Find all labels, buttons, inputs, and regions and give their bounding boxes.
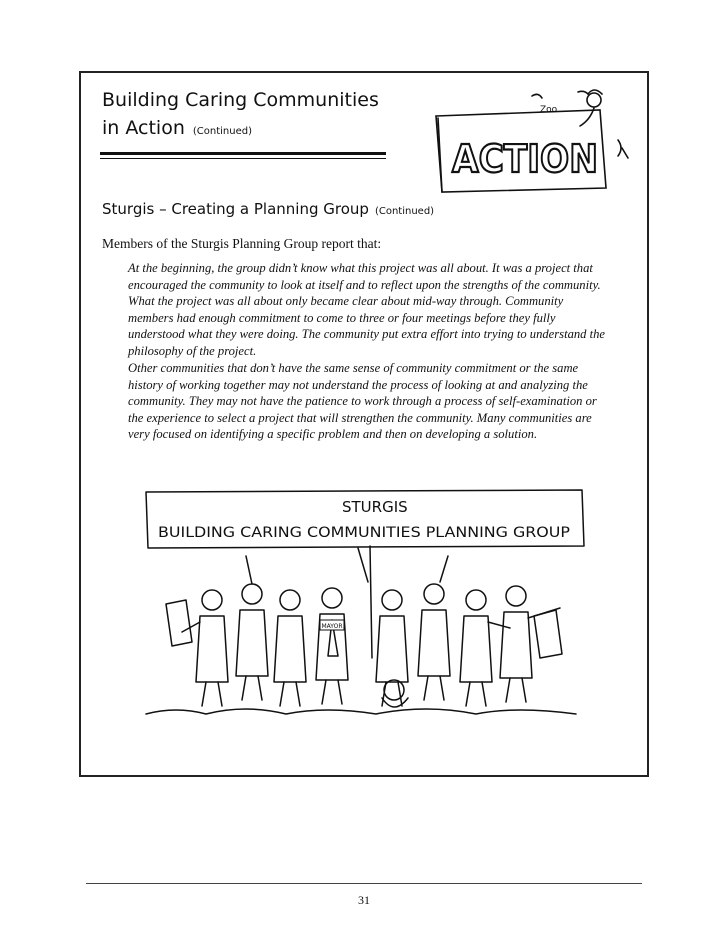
mayor-sign: MAYOR xyxy=(321,623,343,630)
footer-rule xyxy=(86,883,642,884)
quote-paragraph-2: Other communities that don’t have the same sense of community commitment or the same history of working together may not understand the process of looking at and analyzing the community. They may not have the patience to work through a process of self-examination or the experience to select a project that will strengthen the community. Many communities are very focused on identifying a specific problem and then on developing a solution. xyxy=(128,361,597,442)
banner-line-1: STURGIS xyxy=(342,498,408,516)
title-rule-thick xyxy=(100,152,386,155)
action-caption: Zoo xyxy=(540,105,558,115)
action-illustration xyxy=(432,88,632,198)
title-rule-thin xyxy=(100,158,386,159)
dog-figure xyxy=(382,680,408,707)
page-title xyxy=(102,86,422,146)
planning-group-illustration xyxy=(142,482,587,722)
banner-line-2: BUILDING CARING COMMUNITIES PLANNING GROUP xyxy=(158,525,570,541)
title-continued: (Continued) xyxy=(192,126,252,137)
quote-paragraph-1: At the beginning, the group didn’t know what this project was all about. It was a project that encouraged the community to look at itself and to reflect upon the strengths of the community. What the project was all about only became clear about mid-way through. Community members had enough commitment to come to three or four meetings before they fully understood what they were doing. The community put extra effort into trying to understand the philosophy of the project. xyxy=(128,261,605,358)
section-continued: (Continued) xyxy=(374,206,435,217)
section-title: Sturgis – Creating a Planning Group xyxy=(102,200,369,218)
intro-text: Members of the Sturgis Planning Group report that: xyxy=(102,236,382,251)
title-line-1: Building Caring Communities xyxy=(102,89,379,111)
action-word: ACTION xyxy=(452,137,598,181)
title-line-2-text: in Action xyxy=(102,117,185,139)
section-heading xyxy=(102,200,522,218)
title-line-2 xyxy=(102,114,422,146)
page-number: 31 xyxy=(358,893,370,907)
